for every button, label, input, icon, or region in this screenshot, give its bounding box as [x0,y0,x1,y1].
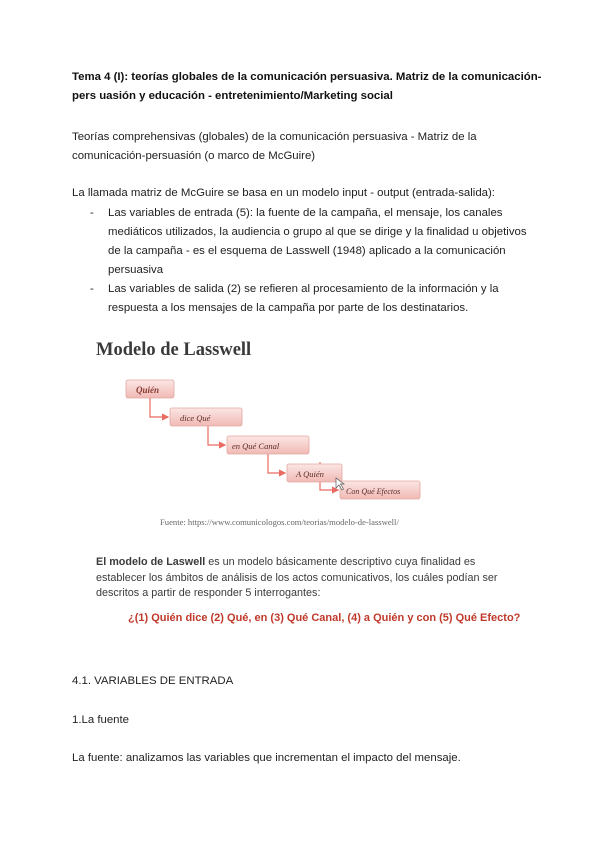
subsection-heading: 1.La fuente [72,714,130,726]
variables-list [90,204,530,318]
diagram-arrow [268,454,285,473]
list-item-text: Las variables de salida (2) se refieren al procesamiento de la información y la respuesta a los mensajes de la campaña por parte de los destinatarios. [108,283,499,314]
bullet-marker: - [90,207,94,219]
diagram-step-efectos [340,481,420,499]
bullet-marker: - [90,283,94,295]
lasswell-paragraph-text: es un modelo básicamente descriptivo cuya finalidad es establecer los ámbitos de análisis de los actos comunicativos, los cuáles podían ser descritos a partir de responder 5 interrogantes: [96,556,498,599]
list-item [90,280,530,318]
intro-paragraph: La llamada matriz de McGuire se basa en un modelo input - output (entrada-salida): [72,187,495,199]
lasswell-diagram [110,370,440,510]
diagram-step-a-quien [287,464,342,482]
diagram-arrow [208,426,225,445]
svg-text:en Qué Canal: en Qué Canal [232,441,280,451]
subtitle: Teorías comprehensivas (globales) de la comunicación persuasiva - Matriz de la comunicación-persuasión (o marco de McGuire) [72,131,477,162]
svg-text:A Quién: A Quién [296,469,324,479]
svg-text:dice Qué: dice Qué [180,413,211,423]
list-item-text: Las variables de entrada (5): la fuente de la campaña, el mensaje, los canales mediáticos utilizados, la audiencia o grupo al que se dirige y la finalidad u objetivos de la campaña - es el esquema de Lasswell (1948) aplicado a la comunicación persuasiva [108,207,527,276]
svg-text:Con Qué Efectos: Con Qué Efectos [346,487,401,496]
document-title: Tema 4 (I): teorías globales de la comunicación persuasiva. Matriz de la comunicación-pers uasión y educación - entretenimiento/Marketing social [72,71,542,102]
diagram-arrow [150,398,168,417]
lasswell-paragraph [96,555,526,602]
section-heading: 4.1. VARIABLES DE ENTRADA [72,675,234,687]
figure-source: Fuente: https://www.comunicologos.com/teorias/modelo-de-lasswell/ [160,517,399,527]
list-item [90,204,530,280]
lasswell-paragraph-bold: El modelo de Laswell [96,556,206,568]
diagram-step-quien [126,380,174,398]
diagram-step-canal [227,436,309,454]
svg-text:Quién: Quién [136,385,160,395]
closing-paragraph: La fuente: analizamos las variables que incrementan el impacto del mensaje. [72,752,461,764]
figure-title: Modelo de Lasswell [96,340,252,360]
five-questions: ¿(1) Quién dice (2) Qué, en (3) Qué Canal, (4) a Quién y con (5) Qué Efecto? [128,612,521,624]
diagram-step-dice-que [170,408,242,426]
